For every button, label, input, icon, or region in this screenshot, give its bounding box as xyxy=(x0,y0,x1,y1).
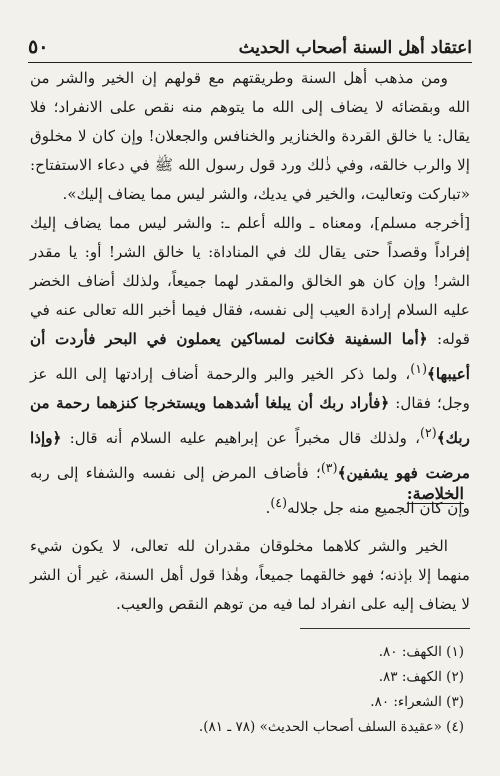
quran-verse-2: ﴿فأراد ربك أن يبلغا أشدهما ويستخرجا كنزهما رحمة من ربك﴾ xyxy=(30,394,470,448)
page-number: ٥٠ xyxy=(28,36,49,58)
footnote-4: (٤) «عقيدة السلف أصحاب الحديث» (٧٨ ـ ٨١). xyxy=(198,719,464,735)
conclusion-heading: الخلاصة: xyxy=(406,484,464,503)
footnote-3: (٣) الشعراء: ٨٠. xyxy=(370,694,464,710)
footnote-ref-4: (٤) xyxy=(270,495,288,511)
paragraph-2 xyxy=(30,209,470,523)
paragraph-2-part-d: ؛ فأضاف المرض إلى نفسه والشفاء إلى ربه وإن كان الجميع منه جل جلاله xyxy=(30,464,470,518)
footnote-ref-2: (٢) xyxy=(420,425,437,441)
main-text xyxy=(30,64,470,523)
paragraph-2-end: . xyxy=(265,499,271,518)
footnote-2: (٢) الكهف: ٨٣. xyxy=(378,669,464,685)
footnote-divider xyxy=(300,628,470,629)
quran-verse-1: ﴿أما السفينة فكانت لمساكين يعملون في البحر فأردت أن أعيبها﴾ xyxy=(30,330,470,384)
quran-verse-3: ﴿وإذا مرضت فهو يشفين﴾ xyxy=(30,429,470,483)
footnote-1: (١) الكهف: ٨٠. xyxy=(378,644,464,660)
footnote-ref-3: (٣) xyxy=(320,460,338,476)
conclusion-text-block xyxy=(30,532,470,619)
page-header xyxy=(28,28,472,63)
paragraph-2-part-b: ، ولما ذكر الخير والبر والرحمة أضاف إرادتها إلى الله عز وجل؛ فقال: xyxy=(30,365,471,413)
paragraph-2-part-a: [أخرجه مسلم]، ومعناه ـ والله أعلم ـ: والشر ليس مما يضاف إليك إفراداً وقصداً حتى يقال لك في المناداة: يا خالق الشر! أو: يا مقدر الشر! وإن كان هو الخالق والمقدر لهما جميعاً، ولذلك أضاف الخضر عليه السلام إرادة العيب إلى نفسه، فقال فيما أخبر الله تعالى عنه في قوله: xyxy=(30,214,470,348)
footnote-ref-1: (١) xyxy=(410,361,428,376)
paragraph-1: ومن مذهب أهل السنة وطريقتهم مع قولهم إن الخير والشر من الله وبقضائه لا يضاف إلى الله ما يتوهم منه نقص على الانفراد؛ فلا يقال: يا خالق القردة والخنازير والخنافس والجعلان! وإن كان لا مخلوق إلا والرب خالقه، وفي ذٰلك ورد قول رسول الله ﷺ في دعاء الاستفتاح: «تباركت وتعاليت، والخير في يديك، والشر ليس مما يضاف إليك». xyxy=(30,69,470,203)
footnotes xyxy=(30,640,464,740)
paragraph-2-part-c: ، ولذلك قال مخبراً عن إبراهيم عليه السلام أنه قال: xyxy=(61,429,421,448)
conclusion-paragraph: الخير والشر كلاهما مخلوقان مقدران لله تعالى، لا يكون شيء منهما إلا بإذنه؛ فهو خالقهما جميعاً، وهٰذا قول أهل السنة، غير أن الشر لا يضاف إليه على انفراد لما فيه من توهم النقص والعيب. xyxy=(30,537,470,613)
running-title: اعتقاد أهل السنة أصحاب الحديث xyxy=(238,38,472,58)
